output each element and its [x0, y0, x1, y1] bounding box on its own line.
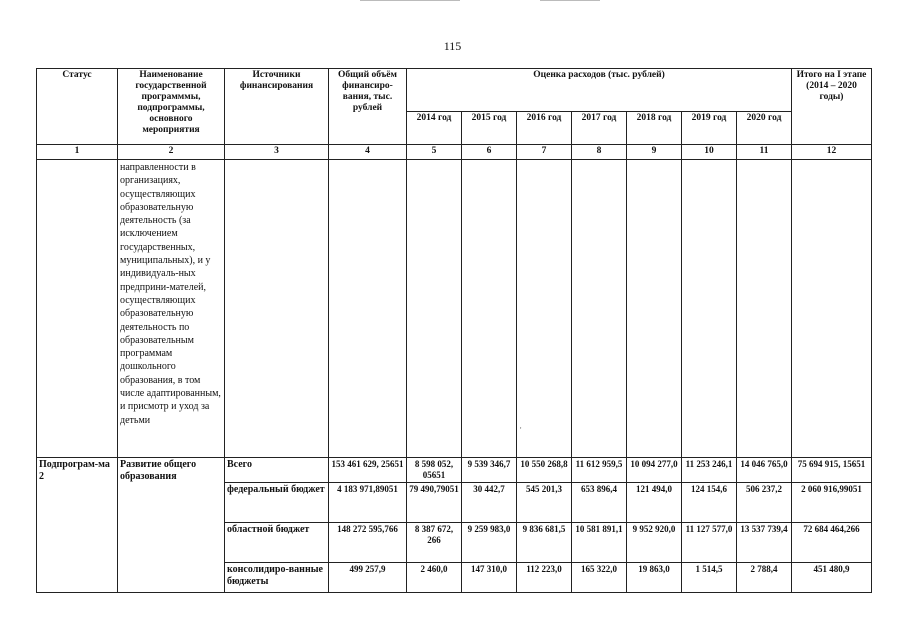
- value-2015: 9 539 346,7: [462, 458, 517, 483]
- value-2015: 30 442,7: [462, 483, 517, 523]
- continuation-sources-cell: [225, 160, 329, 458]
- column-number: 4: [329, 145, 407, 160]
- column-number: 6: [462, 145, 517, 160]
- value-2014: 2 460,0: [407, 563, 462, 593]
- value-2018: 10 094 277,0: [627, 458, 682, 483]
- value-2018: 121 494,0: [627, 483, 682, 523]
- value-2014: 8 598 052, 05651: [407, 458, 462, 483]
- value-2020: 2 788,4: [737, 563, 792, 593]
- continuation-2020-cell: [737, 160, 792, 458]
- value-2017: 11 612 959,5: [572, 458, 627, 483]
- value-2016: 545 201,3: [517, 483, 572, 523]
- value-total: 4 183 971,89051: [329, 483, 407, 523]
- value-2017: 653 896,4: [572, 483, 627, 523]
- column-number: 12: [792, 145, 872, 160]
- source-label: областной бюджет: [225, 523, 329, 563]
- header-year-2015: 2015 год: [462, 112, 517, 145]
- column-number: 11: [737, 145, 792, 160]
- value-2014: 79 490,79051: [407, 483, 462, 523]
- value-2016: 9 836 681,5: [517, 523, 572, 563]
- value-total: 499 257,9: [329, 563, 407, 593]
- value-2019: 11 127 577,0: [682, 523, 737, 563]
- continuation-row: [37, 160, 872, 458]
- continuation-total-cell: [329, 160, 407, 458]
- column-number: 2: [118, 145, 225, 160]
- continuation-description: направленности в организациях, осуществляющих образовательную деятельность (за исключением государственных, муниципальных), и у индивидуаль-ных предприни-мателей, осуществляющих образовательную деятельность по образовательным программам дошкольного образования, в том числе адаптированным, и присмотр и уход за детьми: [118, 160, 225, 458]
- header-estimate: Оценка расходов (тыс. рублей): [407, 69, 792, 112]
- value-stage: 72 684 464,266: [792, 523, 872, 563]
- stray-mark: ·: [519, 424, 523, 435]
- header-year-2019: 2019 год: [682, 112, 737, 145]
- value-total: 148 272 595,766: [329, 523, 407, 563]
- value-total: 153 461 629, 25651: [329, 458, 407, 483]
- column-number: 10: [682, 145, 737, 160]
- value-2017: 165 322,0: [572, 563, 627, 593]
- source-label: Всего: [225, 458, 329, 483]
- column-number: 9: [627, 145, 682, 160]
- value-2016: 10 550 268,8: [517, 458, 572, 483]
- header-year-2014: 2014 год: [407, 112, 462, 145]
- header-year-2018: 2018 год: [627, 112, 682, 145]
- continuation-2018-cell: [627, 160, 682, 458]
- scan-top-line-right: [540, 0, 600, 1]
- header-sources: Источники финансирования: [225, 69, 329, 145]
- value-2019: 124 154,6: [682, 483, 737, 523]
- value-2017: 10 581 891,1: [572, 523, 627, 563]
- value-2015: 9 259 983,0: [462, 523, 517, 563]
- column-number: 3: [225, 145, 329, 160]
- header-year-2017: 2017 год: [572, 112, 627, 145]
- scan-top-line-left: [360, 0, 460, 1]
- header-row-1: [37, 69, 872, 112]
- column-number-row: [37, 145, 872, 160]
- budget-table: [36, 68, 872, 593]
- continuation-2019-cell: [682, 160, 737, 458]
- subprogram-name: Развитие общего образования: [118, 458, 225, 593]
- continuation-2014-cell: [407, 160, 462, 458]
- value-2019: 1 514,5: [682, 563, 737, 593]
- value-2016: 112 223,0: [517, 563, 572, 593]
- continuation-2015-cell: [462, 160, 517, 458]
- source-label: федеральный бюджет: [225, 483, 329, 523]
- header-name: Наименование государственной программмы, подпрограммы, основного мероприятия: [118, 69, 225, 145]
- value-stage: 2 060 916,99051: [792, 483, 872, 523]
- continuation-2017-cell: [572, 160, 627, 458]
- value-2020: 14 046 765,0: [737, 458, 792, 483]
- column-number: 7: [517, 145, 572, 160]
- subprogram-row-total: [37, 458, 872, 483]
- value-2018: 19 863,0: [627, 563, 682, 593]
- continuation-status-cell: [37, 160, 118, 458]
- header-status: Статус: [37, 69, 118, 145]
- value-stage: 75 694 915, 15651: [792, 458, 872, 483]
- continuation-stage-cell: [792, 160, 872, 458]
- column-number: 1: [37, 145, 118, 160]
- header-stage-total: Итого на I этапе (2014 – 2020 годы): [792, 69, 872, 145]
- value-2014: 8 387 672, 266: [407, 523, 462, 563]
- header-year-2016: 2016 год: [517, 112, 572, 145]
- page-number: 115: [443, 39, 462, 53]
- source-label: консолидиро-ванные бюджеты: [225, 563, 329, 593]
- continuation-2016-cell: [517, 160, 572, 458]
- value-2020: 13 537 739,4: [737, 523, 792, 563]
- subprogram-status: Подпрограм-ма 2: [37, 458, 118, 593]
- column-number: 8: [572, 145, 627, 160]
- value-2015: 147 310,0: [462, 563, 517, 593]
- column-number: 5: [407, 145, 462, 160]
- header-year-2020: 2020 год: [737, 112, 792, 145]
- value-2018: 9 952 920,0: [627, 523, 682, 563]
- value-2019: 11 253 246,1: [682, 458, 737, 483]
- value-2020: 506 237,2: [737, 483, 792, 523]
- header-total: Общий объём финансиро-вания, тыс. рублей: [329, 69, 407, 145]
- value-stage: 451 480,9: [792, 563, 872, 593]
